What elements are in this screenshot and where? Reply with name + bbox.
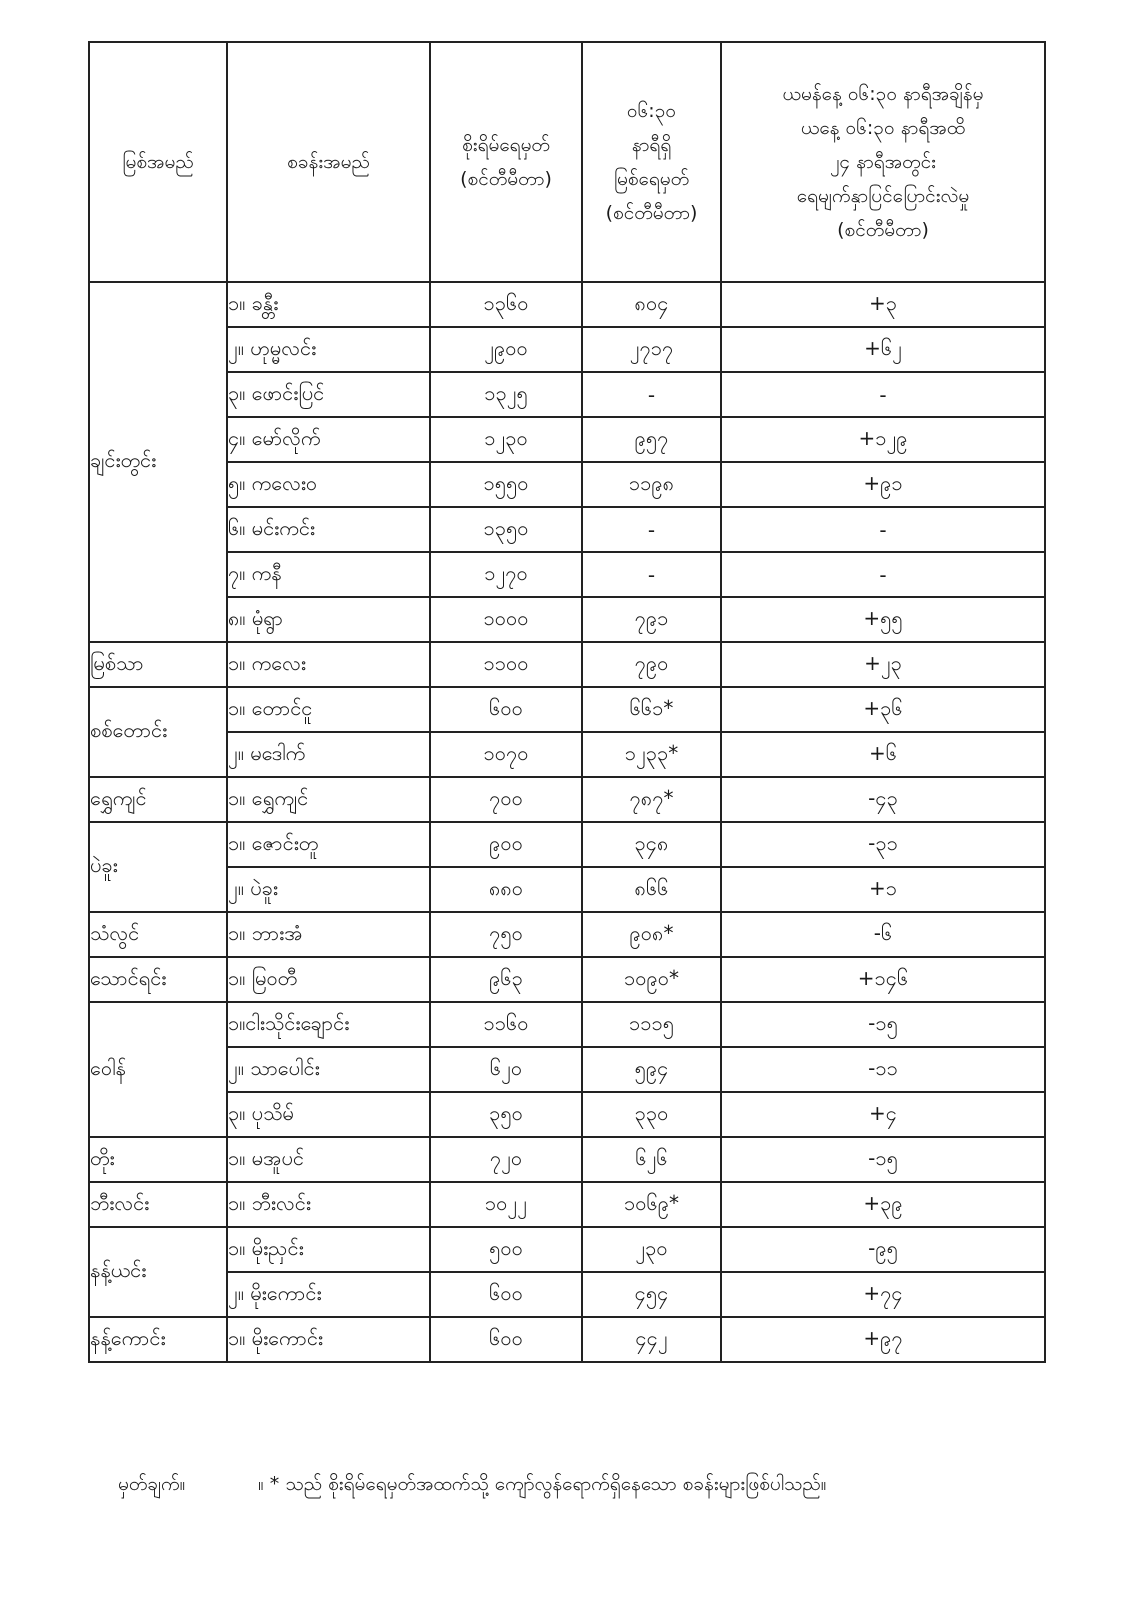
water-level: ၅၉၄ — [582, 1047, 721, 1092]
danger-level: ၂၉၀၀ — [430, 327, 582, 372]
station-name: ၂။ ပဲခူး — [227, 867, 430, 912]
table-row — [89, 957, 1045, 1002]
level-change: - — [721, 552, 1045, 597]
level-change: +၉၇ — [721, 1317, 1045, 1362]
river-name: သောင်ရင်း — [89, 957, 227, 1002]
water-level: ၃၄၈ — [582, 822, 721, 867]
table-row — [89, 462, 1045, 507]
danger-level: ၁၅၅၀ — [430, 462, 582, 507]
station-name: ၈။ မုံရွာ — [227, 597, 430, 642]
header-danger: စိုးရိမ်ရေမှတ် (စင်တီမီတာ) — [430, 42, 582, 282]
table-row — [89, 1092, 1045, 1137]
danger-level: ၁၀၇၀ — [430, 732, 582, 777]
station-name: ၂။ မဒေါက် — [227, 732, 430, 777]
note-label: မှတ်ချက်။ — [118, 1473, 186, 1495]
level-change: +၃၆ — [721, 687, 1045, 732]
table-row — [89, 417, 1045, 462]
danger-level: ၇၅၀ — [430, 912, 582, 957]
station-name: ၂။ ဟုမ္မလင်း — [227, 327, 430, 372]
river-name: စစ်တောင်း — [89, 687, 227, 777]
table-row — [89, 282, 1045, 327]
water-level: ၄၅၄ — [582, 1272, 721, 1317]
danger-level: ၆၀၀ — [430, 1317, 582, 1362]
table-row — [89, 1002, 1045, 1047]
station-name: ၃။ ဖောင်းပြင် — [227, 372, 430, 417]
level-change: +၉၁ — [721, 462, 1045, 507]
station-name: ၁။ ကလေး — [227, 642, 430, 687]
level-change: +၁၂၉ — [721, 417, 1045, 462]
danger-level: ၅၀၀ — [430, 1227, 582, 1272]
danger-level: ၁၁၆၀ — [430, 1002, 582, 1047]
header-row — [89, 42, 1045, 282]
danger-level: ၇၂၀ — [430, 1137, 582, 1182]
river-name: တိုး — [89, 1137, 227, 1182]
water-level: ၁၀၆၉* — [582, 1182, 721, 1227]
water-level: ၄၄၂ — [582, 1317, 721, 1362]
river-name: နန့်ကောင်း — [89, 1317, 227, 1362]
table-row — [89, 912, 1045, 957]
table-row — [89, 327, 1045, 372]
station-name: ၆။ မင်းကင်း — [227, 507, 430, 552]
water-level: ၆၂၆ — [582, 1137, 721, 1182]
level-change: - — [721, 372, 1045, 417]
danger-level: ၆၂၀ — [430, 1047, 582, 1092]
danger-level: ၁၁၀၀ — [430, 642, 582, 687]
danger-level: ၁၃၂၅ — [430, 372, 582, 417]
table-row — [89, 687, 1045, 732]
danger-level: ၈၈၀ — [430, 867, 582, 912]
table-row — [89, 1137, 1045, 1182]
station-name: ၁။ မြဝတီ — [227, 957, 430, 1002]
level-change: -၁၅ — [721, 1137, 1045, 1182]
table-row — [89, 822, 1045, 867]
river-name: ဘီးလင်း — [89, 1182, 227, 1227]
level-change: +၄ — [721, 1092, 1045, 1137]
water-level: - — [582, 552, 721, 597]
water-level: ၁၁၁၅ — [582, 1002, 721, 1047]
station-name: ၁။ ခန္တီး — [227, 282, 430, 327]
table-row — [89, 507, 1045, 552]
danger-level: ၁၀၀၀ — [430, 597, 582, 642]
station-name: ၁။ မိုးကောင်း — [227, 1317, 430, 1362]
level-change: -၄၃ — [721, 777, 1045, 822]
water-level: - — [582, 372, 721, 417]
station-name: ၃။ ပုသိမ် — [227, 1092, 430, 1137]
level-change: +၁ — [721, 867, 1045, 912]
table-row — [89, 1317, 1045, 1362]
water-level: ၉၀၈* — [582, 912, 721, 957]
header-river: မြစ်အမည် — [89, 42, 227, 282]
river-name: နန့်ယင်း — [89, 1227, 227, 1317]
level-change: +၅၅ — [721, 597, 1045, 642]
table-row — [89, 1227, 1045, 1272]
water-level: ၇၉၁ — [582, 597, 721, 642]
table-row — [89, 552, 1045, 597]
water-level: ၁၂၃၃* — [582, 732, 721, 777]
level-change: +၂၃ — [721, 642, 1045, 687]
level-change: -၉၅ — [721, 1227, 1045, 1272]
water-level: ၇၉၀ — [582, 642, 721, 687]
station-name: ၁။ တောင်ငူ — [227, 687, 430, 732]
level-change: +၃၉ — [721, 1182, 1045, 1227]
note-text: ။ * သည် စိုးရိမ်ရေမှတ်အထက်သို့ ကျော်လွန်ရောက်ရှိနေသော စခန်းများဖြစ်ပါသည်။ — [258, 1473, 827, 1495]
station-name: ၁။ ရွှေကျင် — [227, 777, 430, 822]
water-level: ၁၁၉၈ — [582, 462, 721, 507]
level-change: +၁၄၆ — [721, 957, 1045, 1002]
station-name: ၁။ ဘီးလင်း — [227, 1182, 430, 1227]
station-name: ၇။ ကနီ — [227, 552, 430, 597]
table-row — [89, 1047, 1045, 1092]
river-name: ရွှေကျင် — [89, 777, 227, 822]
table-row — [89, 777, 1045, 822]
water-level: ၇၈၇* — [582, 777, 721, 822]
table-row — [89, 597, 1045, 642]
water-level: ၁၀၉၀* — [582, 957, 721, 1002]
table-row — [89, 732, 1045, 777]
water-level: ၂၃၀ — [582, 1227, 721, 1272]
station-name: ၁။ မအူပင် — [227, 1137, 430, 1182]
danger-level: ၉၀၀ — [430, 822, 582, 867]
danger-level: ၆၀၀ — [430, 1272, 582, 1317]
water-level: ၆၆၁* — [582, 687, 721, 732]
river-name: ချင်းတွင်း — [89, 282, 227, 642]
river-level-table — [88, 41, 1046, 1363]
level-change: +၃ — [721, 282, 1045, 327]
level-change: -၁၁ — [721, 1047, 1045, 1092]
danger-level: ၁၂၇၀ — [430, 552, 582, 597]
table-row — [89, 867, 1045, 912]
table-row — [89, 642, 1045, 687]
station-name: ၅။ ကလေးဝ — [227, 462, 430, 507]
river-name: မြစ်သာ — [89, 642, 227, 687]
water-level: ၈၀၄ — [582, 282, 721, 327]
river-name: သံလွင် — [89, 912, 227, 957]
level-change: -၃၁ — [721, 822, 1045, 867]
danger-level: ၁၀၂၂ — [430, 1182, 582, 1227]
danger-level: ၆၀၀ — [430, 687, 582, 732]
table-body — [89, 282, 1045, 1362]
water-level: - — [582, 507, 721, 552]
header-station: စခန်းအမည် — [227, 42, 430, 282]
station-name: ၂။ မိုးကောင်း — [227, 1272, 430, 1317]
table-row — [89, 1182, 1045, 1227]
river-name: ပဲခူး — [89, 822, 227, 912]
level-change: +၇၄ — [721, 1272, 1045, 1317]
danger-level: ၃၅၀ — [430, 1092, 582, 1137]
water-level: ၉၅၇ — [582, 417, 721, 462]
station-name: ၄။ မော်လိုက် — [227, 417, 430, 462]
danger-level: ၉၆၃ — [430, 957, 582, 1002]
station-name: ၁။ မိုးညှင်း — [227, 1227, 430, 1272]
water-level: ၃၃၀ — [582, 1092, 721, 1137]
level-change: -၆ — [721, 912, 1045, 957]
station-name: ၁။ငါးသိုင်းချောင်း — [227, 1002, 430, 1047]
station-name: ၁။ ဘားအံ — [227, 912, 430, 957]
level-change: -၁၅ — [721, 1002, 1045, 1047]
station-name: ၁။ ဇောင်းတူ — [227, 822, 430, 867]
level-change: +၆ — [721, 732, 1045, 777]
danger-level: ၁၃၅၀ — [430, 507, 582, 552]
danger-level: ၁၃၆၀ — [430, 282, 582, 327]
header-change: ယမန်နေ့ ၀၆:၃၀ နာရီအချိန်မှ ယနေ့ ၀၆:၃၀ နာရီအထိ ၂၄ နာရီအတွင်း ရေမျက်နှာပြင်ပြောင်းလဲမှု (စင်တီမီတာ) — [721, 42, 1045, 282]
table-row — [89, 1272, 1045, 1317]
water-level: ၂၇၁၇ — [582, 327, 721, 372]
danger-level: ၁၂၃၀ — [430, 417, 582, 462]
danger-level: ၇၀၀ — [430, 777, 582, 822]
table-row — [89, 372, 1045, 417]
header-level: ၀၆:၃၀ နာရီရှိ မြစ်ရေမှတ် (စင်တီမီတာ) — [582, 42, 721, 282]
level-change: - — [721, 507, 1045, 552]
river-name: ဝေါန် — [89, 1002, 227, 1137]
station-name: ၂။ သာပေါင်း — [227, 1047, 430, 1092]
water-level: ၈၆၆ — [582, 867, 721, 912]
level-change: +၆၂ — [721, 327, 1045, 372]
